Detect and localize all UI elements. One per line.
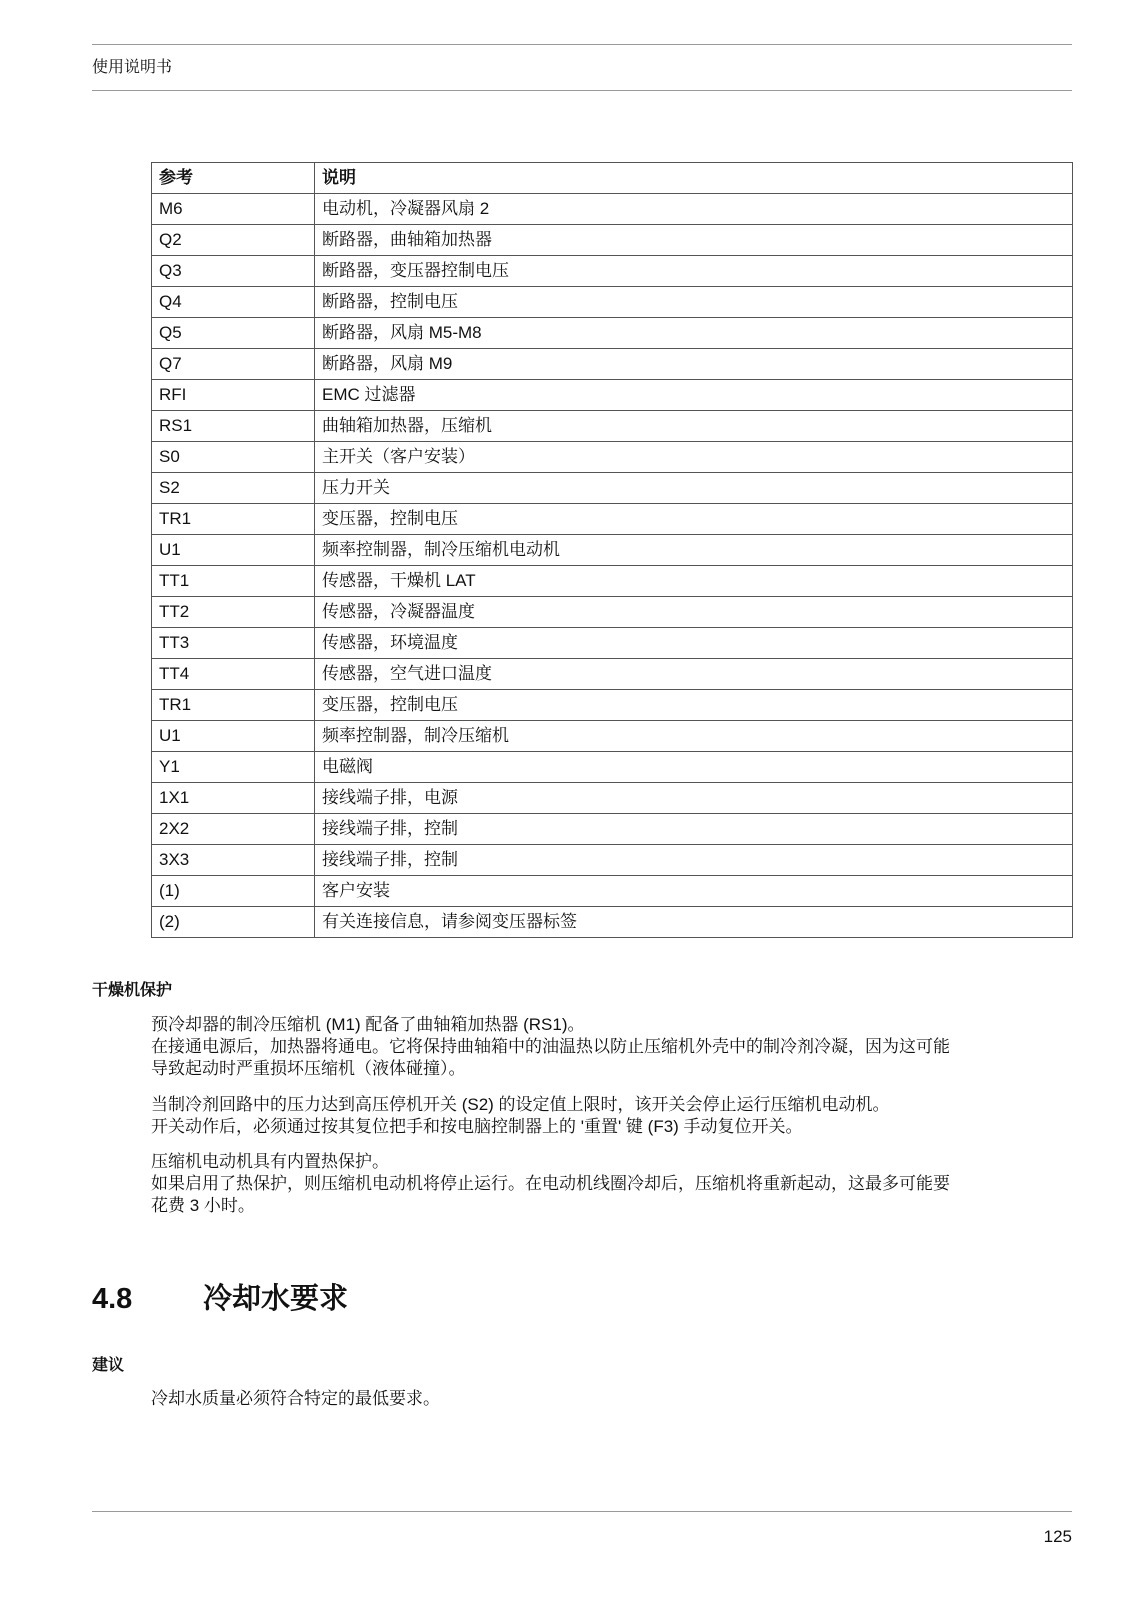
reference-cell: Q3 — [152, 256, 315, 287]
table-row — [152, 814, 1073, 845]
table-row — [152, 690, 1073, 721]
table-row — [152, 380, 1073, 411]
description-cell: 频率控制器，制冷压缩机电动机 — [315, 535, 1073, 566]
reference-cell: Q2 — [152, 225, 315, 256]
text-line: 开关动作后，必须通过按其复位把手和按电脑控制器上的 '重置' 键 (F3) 手动复位开关。 — [151, 1117, 803, 1136]
description-cell: 电动机，冷凝器风扇 2 — [315, 194, 1073, 225]
column-header-description: 说明 — [315, 163, 1073, 194]
text-line: 如果启用了热保护，则压缩机电动机将停止运行。在电动机线圈冷却后，压缩机将重新起动，这最多可能要 — [151, 1174, 950, 1193]
dryer-protection-paragraph-2 — [151, 1094, 1072, 1138]
reference-cell: 3X3 — [152, 845, 315, 876]
description-cell: 变压器，控制电压 — [315, 690, 1073, 721]
reference-cell: RS1 — [152, 411, 315, 442]
dryer-protection-paragraph-3 — [151, 1151, 1072, 1217]
table-row — [152, 535, 1073, 566]
table-row — [152, 411, 1073, 442]
dryer-protection-heading: 干燥机保护 — [92, 982, 173, 999]
table-row — [152, 783, 1073, 814]
reference-cell: Y1 — [152, 752, 315, 783]
table-row — [152, 473, 1073, 504]
table-row — [152, 752, 1073, 783]
reference-cell: S2 — [152, 473, 315, 504]
text-line: 预冷却器的制冷压缩机 (M1) 配备了曲轴箱加热器 (RS1)。 — [151, 1015, 585, 1034]
table-row — [152, 845, 1073, 876]
reference-cell: TR1 — [152, 690, 315, 721]
description-cell: 断路器，曲轴箱加热器 — [315, 225, 1073, 256]
reference-cell: Q4 — [152, 287, 315, 318]
text-line: 当制冷剂回路中的压力达到高压停机开关 (S2) 的设定值上限时，该开关会停止运行压缩机电动机。 — [151, 1095, 890, 1114]
dryer-protection-paragraph-1 — [151, 1014, 1072, 1080]
description-cell: 电磁阀 — [315, 752, 1073, 783]
reference-cell: U1 — [152, 721, 315, 752]
column-header-reference: 参考 — [152, 163, 315, 194]
reference-cell: M6 — [152, 194, 315, 225]
table-row — [152, 504, 1073, 535]
reference-cell: TT4 — [152, 659, 315, 690]
description-cell: 断路器，控制电压 — [315, 287, 1073, 318]
description-cell: 接线端子排，电源 — [315, 783, 1073, 814]
reference-cell: (2) — [152, 907, 315, 938]
reference-cell: TR1 — [152, 504, 315, 535]
text-line: 压缩机电动机具有内置热保护。 — [151, 1152, 389, 1171]
reference-cell: S0 — [152, 442, 315, 473]
reference-cell: TT2 — [152, 597, 315, 628]
description-cell: 接线端子排，控制 — [315, 814, 1073, 845]
footer-rule — [92, 1511, 1072, 1512]
description-cell: 变压器，控制电压 — [315, 504, 1073, 535]
description-cell: 客户安装 — [315, 876, 1073, 907]
table-row — [152, 256, 1073, 287]
description-cell: 主开关（客户安装） — [315, 442, 1073, 473]
description-cell: 传感器，冷凝器温度 — [315, 597, 1073, 628]
reference-cell: Q5 — [152, 318, 315, 349]
text-line: 在接通电源后，加热器将通电。它将保持曲轴箱中的油温热以防止压缩机外壳中的制冷剂冷凝，因为这可能 — [151, 1037, 950, 1056]
section-number: 4.8 — [92, 1283, 133, 1315]
description-cell: 传感器，环境温度 — [315, 628, 1073, 659]
description-cell: 断路器，风扇 M9 — [315, 349, 1073, 380]
description-cell: 有关连接信息，请参阅变压器标签 — [315, 907, 1073, 938]
page-number: 125 — [1043, 1527, 1072, 1546]
text-line: 花费 3 小时。 — [151, 1196, 255, 1215]
description-cell: 压力开关 — [315, 473, 1073, 504]
table-row — [152, 442, 1073, 473]
description-cell: 断路器，风扇 M5-M8 — [315, 318, 1073, 349]
section-title: 冷却水要求 — [203, 1283, 349, 1315]
reference-cell: (1) — [152, 876, 315, 907]
reference-cell: TT1 — [152, 566, 315, 597]
table-row — [152, 659, 1073, 690]
description-cell: 断路器，变压器控制电压 — [315, 256, 1073, 287]
reference-cell: TT3 — [152, 628, 315, 659]
table-row — [152, 318, 1073, 349]
description-cell: 曲轴箱加热器，压缩机 — [315, 411, 1073, 442]
table-row — [152, 876, 1073, 907]
document-title: 使用说明书 — [92, 59, 173, 76]
table-row — [152, 566, 1073, 597]
text-line: 导致起动时严重损坏压缩机（液体碰撞）。 — [151, 1059, 466, 1078]
table-row — [152, 225, 1073, 256]
table-row — [152, 721, 1073, 752]
table-row — [152, 287, 1073, 318]
description-cell: 频率控制器，制冷压缩机 — [315, 721, 1073, 752]
table-header-row — [152, 163, 1073, 194]
table-row — [152, 194, 1073, 225]
table-row — [152, 628, 1073, 659]
reference-table — [151, 162, 1073, 938]
description-cell: 传感器，干燥机 LAT — [315, 566, 1073, 597]
reference-cell: Q7 — [152, 349, 315, 380]
recommendation-text: 冷却水质量必须符合特定的最低要求。 — [151, 1389, 440, 1408]
reference-cell: 2X2 — [152, 814, 315, 845]
reference-cell: 1X1 — [152, 783, 315, 814]
description-cell: 传感器，空气进口温度 — [315, 659, 1073, 690]
reference-cell: U1 — [152, 535, 315, 566]
reference-cell: RFI — [152, 380, 315, 411]
description-cell: EMC 过滤器 — [315, 380, 1073, 411]
recommendation-heading: 建议 — [92, 1357, 125, 1374]
table-row — [152, 349, 1073, 380]
header-top-rule — [92, 44, 1072, 45]
header-bottom-rule — [92, 90, 1072, 91]
table-row — [152, 907, 1073, 938]
table-row — [152, 597, 1073, 628]
description-cell: 接线端子排，控制 — [315, 845, 1073, 876]
